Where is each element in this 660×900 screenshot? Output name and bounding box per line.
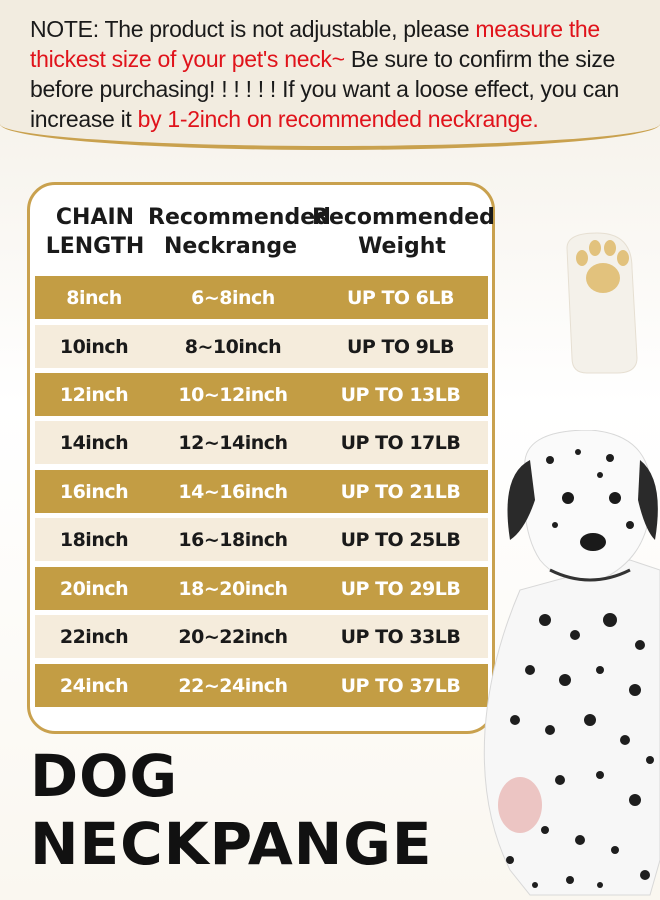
cell-neckrange: 22~24inch [178,674,288,697]
note-highlight-2: by 1-2inch on recommended neckrange. [137,106,539,132]
note-highlight-1: measure the thickest size of your pet's neck~ [30,16,600,72]
cell-weight: UP TO 17LB [340,431,461,454]
cell-chain-length: 16inch [59,480,129,503]
cell-neckrange: 10~12inch [178,383,288,406]
cell-weight: UP TO 33LB [340,625,461,648]
table-row [35,325,488,368]
cell-weight: UP TO 6LB [346,286,454,309]
cell-neckrange: 12~14inch [178,431,288,454]
cell-chain-length: 24inch [59,674,129,697]
cell-chain-length: 12inch [59,383,129,406]
cell-chain-length: 10inch [59,335,129,358]
cell-chain-length: 22inch [59,625,129,648]
cell-weight: UP TO 25LB [340,528,461,551]
cell-weight: UP TO 9LB [346,335,454,358]
title-line-2: NECKPANGE [30,810,433,878]
header-weight [312,203,495,261]
header-chain-length-line2: LENGTH [45,234,145,259]
cell-chain-length: 18inch [59,528,129,551]
header-neckrange [148,203,331,261]
table-row [35,470,488,513]
cell-neckrange: 16~18inch [178,528,288,551]
table-row [35,664,488,707]
cell-neckrange: 14~16inch [178,480,288,503]
header-weight-line1: Recommended [312,205,495,230]
page-title [30,742,433,878]
table-row [35,615,488,658]
cell-neckrange: 20~22inch [178,625,288,648]
table-row [35,373,488,416]
table-row [35,567,488,610]
cell-neckrange: 6~8inch [191,286,275,309]
cell-chain-length: 20inch [59,577,129,600]
cell-neckrange: 8~10inch [184,335,282,358]
header-neckrange-line1: Recommended [148,205,331,230]
size-note [30,14,645,134]
header-weight-line2: Weight [358,234,446,259]
table-row [35,421,488,464]
cell-neckrange: 18~20inch [178,577,288,600]
header-neckrange-line2: Neckrange [163,234,298,259]
paw-print-icon [557,228,647,378]
header-chain-length [40,203,150,261]
cell-weight: UP TO 13LB [340,383,461,406]
note-text-1: NOTE: The product is not adjustable, please [30,16,476,42]
cell-weight: UP TO 37LB [340,674,461,697]
table-row [35,518,488,561]
header-chain-length-line1: CHAIN [55,205,135,230]
dalmatian-dog-photo [450,430,660,900]
cell-weight: UP TO 29LB [340,577,461,600]
cell-chain-length: 8inch [66,286,122,309]
note-text-2: Be sure to confirm the size before purchasing! ! ! ! ! ! If you want a loose effect, you can increase it [30,46,619,132]
title-line-1: DOG [30,742,179,810]
table-row [35,276,488,319]
cell-chain-length: 14inch [59,431,129,454]
cell-weight: UP TO 21LB [340,480,461,503]
